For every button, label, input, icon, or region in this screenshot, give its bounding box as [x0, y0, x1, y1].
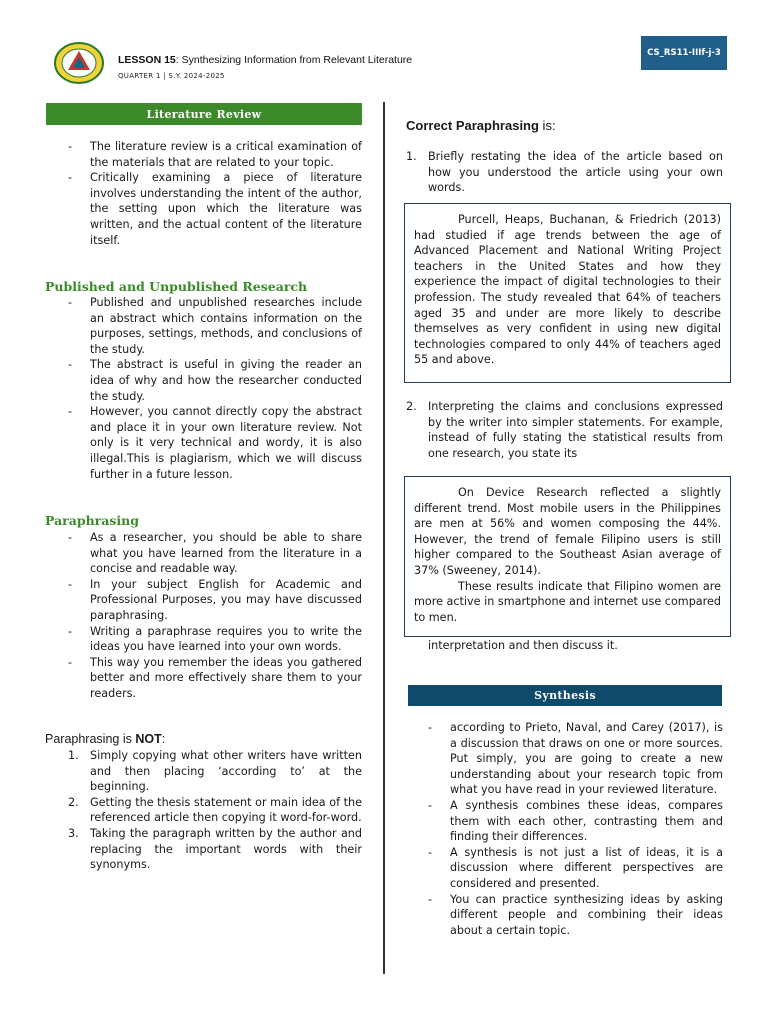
example-box-device-research — [404, 476, 731, 637]
list-item: 2. Getting the thesis statement or main idea of the referenced article then copying it word-for-word. — [68, 795, 362, 825]
list-item: - Published and unpublished researches include an abstract which contains information on the purposes, settings, methods, and conclusions of the study. — [68, 296, 362, 356]
item-2-continuation: interpretation and then discuss it. — [428, 639, 618, 652]
correct-item-2 — [406, 399, 723, 461]
list-item: - The literature review is a critical examination of the materials that are related to your topic. — [68, 140, 362, 169]
published-research-list — [68, 295, 362, 482]
list-item: - Critically examining a piece of literature involves understanding the intent of the author, the setting upon which the literature was written, and the actual content of the literature itself. — [68, 171, 362, 247]
list-item: - Writing a paraphrase requires you to write the ideas you have learned into your own words. — [68, 624, 362, 654]
lesson-title: LESSON 15: Synthesizing Information from Relevant Literature — [118, 54, 413, 66]
competency-code-badge: CS_RS11-IIIf-j-3 — [641, 36, 727, 70]
example-box-purcell — [404, 203, 731, 383]
published-research-heading: Published and Unpublished Research — [45, 279, 308, 294]
quarter-label: QUARTER 1 | S.Y. 2024-2025 — [118, 72, 225, 80]
example-text: Purcell, Heaps, Buchanan, & Friedrich (2013) had studied if age trends between the age of Advanced Placement and National Writing Project teachers in the United States and how they experience the impact of digital technologies to their profession. The study revealed that 64% of teachers aged 35 and under are more likely to describe themselves as very confident in using new digital technologies compared to only 44% of teachers aged 55 and above. — [414, 213, 721, 367]
list-item: - This way you remember the ideas you gathered better and more effectively share them to your readers. — [68, 655, 362, 700]
list-item: - You can practice synthesizing ideas by asking different people and combining their ideas about a certain topic. — [428, 892, 723, 937]
synthesis-banner: Synthesis — [408, 685, 722, 706]
list-item: 1. Briefly restating the idea of the article based on how you understood the article using your own words. — [406, 150, 723, 195]
column-divider — [383, 102, 385, 974]
list-item: - In your subject English for Academic and Professional Purposes, you may have discussed paraphrasing. — [68, 577, 362, 622]
example-text: On Device Research reflected a slightly different trend. Most mobile users in the Philippines are men at 56% and women composing the 44%. However, the trend of female Filipino users is still higher compared to the Southeast Asian average of 37% (Sweeney, 2014). — [414, 486, 721, 577]
literature-review-banner: Literature Review — [46, 103, 362, 125]
list-item: - As a researcher, you should be able to share what you have learned from the literature in a concise and readable way. — [68, 531, 362, 576]
list-item: - according to Prieto, Naval, and Carey (2017), is a discussion that draws on one or more sources. Put simply, you are going to create a new understanding about your research topic from what you have read in your reviewed literature. — [428, 721, 723, 797]
list-item: - A synthesis is not just a list of ideas, it is a discussion where different perspectives are considered and presented. — [428, 845, 723, 890]
school-seal-icon — [54, 42, 104, 84]
list-item: - A synthesis combines these ideas, compares them with each other, contrasting them and finding their differences. — [428, 798, 723, 844]
correct-paraphrasing-heading: Correct Paraphrasing is: — [406, 118, 556, 133]
correct-item-1 — [406, 149, 723, 196]
list-item: - However, you cannot directly copy the abstract and place it in your own literature review. Not only is it very technical and wordy, it is also illegal.This is plagiarism, which we will discuss further in a future lesson. — [68, 405, 362, 481]
paraphrasing-not-heading: Paraphrasing is NOT: — [45, 732, 166, 746]
literature-review-list — [68, 139, 362, 248]
paraphrasing-list — [68, 530, 362, 702]
synthesis-list — [428, 720, 723, 938]
list-item: 3. Taking the paragraph written by the author and replacing the important words with their synonyms. — [68, 826, 362, 872]
paraphrasing-not-list — [68, 748, 362, 873]
list-item: 1. Simply copying what other writers have written and then placing ‘according to’ at the beginning. — [68, 749, 362, 794]
list-item: 2. Interpreting the claims and conclusions expressed by the writer into simpler statements. For example, instead of fully stating the statistical results from one research, you state its — [406, 400, 723, 460]
list-item: - The abstract is useful in giving the reader an idea of why and how the researcher conducted the study. — [68, 358, 362, 403]
example-text: These results indicate that Filipino women are more active in smartphone and internet use compared to men. — [414, 579, 721, 624]
paraphrasing-heading: Paraphrasing — [45, 513, 139, 528]
